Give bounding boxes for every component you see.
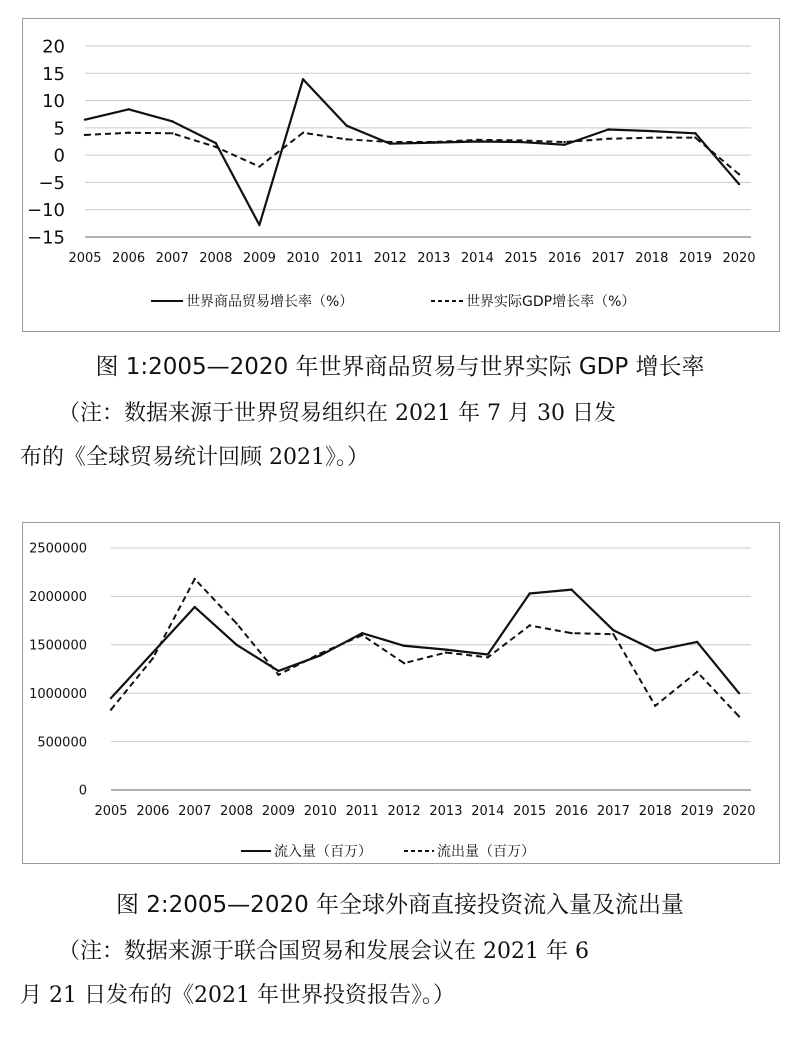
data-point-s1 xyxy=(302,78,304,80)
series-line-1 xyxy=(111,590,739,698)
data-point-s1 xyxy=(258,224,260,226)
figure-1-caption: 图 1:2005—2020 年世界商品贸易与世界实际 GDP 增长率 xyxy=(95,354,705,380)
legend-label-1: 世界商品贸易增长率（%） xyxy=(186,294,354,311)
data-point-s1 xyxy=(277,670,279,672)
figure-2-note-line-2: 月 21 日发布的《2021 年世界投资报告》。） xyxy=(20,983,455,1008)
data-point-s2 xyxy=(738,715,740,717)
data-point-s1 xyxy=(570,588,572,590)
legend-label-1: 流入量（百万） xyxy=(274,844,372,861)
data-point-s1 xyxy=(487,653,489,655)
y-tick-label: 1000000 xyxy=(29,686,87,702)
y-tick-label: 5 xyxy=(53,118,65,140)
data-point-s2 xyxy=(171,132,173,134)
x-tick-label: 2014 xyxy=(471,804,505,819)
data-point-s2 xyxy=(84,134,86,136)
data-point-s2 xyxy=(389,141,391,143)
data-point-s1 xyxy=(445,648,447,650)
x-tick-label: 2018 xyxy=(638,804,672,819)
data-point-s2 xyxy=(127,132,129,134)
data-point-s2 xyxy=(319,652,321,654)
legend-label-2: 流出量（百万） xyxy=(437,844,535,861)
data-point-s1 xyxy=(528,592,530,594)
data-point-s1 xyxy=(235,644,237,646)
data-point-s2 xyxy=(302,132,304,134)
y-tick-label: 0 xyxy=(53,145,65,167)
data-point-s2 xyxy=(110,708,112,710)
data-point-s1 xyxy=(651,130,653,132)
data-point-s1 xyxy=(127,108,129,110)
data-point-s2 xyxy=(445,651,447,653)
data-point-s2 xyxy=(738,173,740,175)
x-tick-label: 2006 xyxy=(136,804,170,819)
data-point-s2 xyxy=(528,624,530,626)
chart-1-panel xyxy=(22,18,780,332)
x-tick-label: 2005 xyxy=(94,804,128,819)
data-point-s2 xyxy=(654,705,656,707)
data-point-s2 xyxy=(563,141,565,143)
y-tick-label: 10 xyxy=(42,91,65,113)
data-point-s1 xyxy=(607,128,609,130)
x-tick-label: 2006 xyxy=(112,251,146,266)
data-point-s1 xyxy=(612,629,614,631)
x-tick-label: 2008 xyxy=(220,804,254,819)
data-point-s2 xyxy=(476,139,478,141)
data-point-s2 xyxy=(215,146,217,148)
x-tick-label: 2013 xyxy=(429,804,463,819)
figure-2-caption: 图 2:2005—2020 年全球外商直接投资流入量及流出量 xyxy=(115,892,685,918)
data-point-s1 xyxy=(696,641,698,643)
data-point-s2 xyxy=(345,138,347,140)
x-tick-label: 2015 xyxy=(504,251,538,266)
y-tick-label: 2500000 xyxy=(29,541,87,557)
x-tick-label: 2010 xyxy=(303,804,337,819)
x-tick-label: 2007 xyxy=(155,251,189,266)
data-point-s2 xyxy=(433,141,435,143)
y-tick-label: 1500000 xyxy=(29,638,87,654)
x-tick-label: 2016 xyxy=(548,251,582,266)
data-point-s2 xyxy=(152,657,154,659)
data-point-s2 xyxy=(235,622,237,624)
data-point-s1 xyxy=(694,132,696,134)
x-tick-label: 2008 xyxy=(199,251,233,266)
y-tick-label: 2000000 xyxy=(29,590,87,606)
x-tick-label: 2011 xyxy=(345,804,379,819)
data-point-s1 xyxy=(403,645,405,647)
y-tick-label: 500000 xyxy=(37,735,87,751)
y-tick-label: 15 xyxy=(42,63,65,85)
data-point-s1 xyxy=(738,692,740,694)
x-tick-label: 2011 xyxy=(330,251,364,266)
data-point-s1 xyxy=(152,651,154,653)
data-point-s2 xyxy=(258,165,260,167)
data-point-s1 xyxy=(738,183,740,185)
data-point-s2 xyxy=(277,674,279,676)
figure-1-note-line-1: （注：数据来源于世界贸易组织在 2021 年 7 月 30 日发 xyxy=(58,401,616,426)
series-line-2 xyxy=(85,133,739,174)
x-tick-label: 2014 xyxy=(460,251,494,266)
data-point-s2 xyxy=(487,656,489,658)
data-point-s1 xyxy=(654,649,656,651)
x-tick-label: 2013 xyxy=(417,251,451,266)
series-line-1 xyxy=(85,79,739,225)
x-tick-label: 2012 xyxy=(373,251,407,266)
figure-1-note-line-2: 布的《全球贸易统计回顾 2021》。） xyxy=(20,445,369,470)
figure-2-note-line-1: （注：数据来源于联合国贸易和发展会议在 2021 年 6 xyxy=(58,939,589,964)
data-point-s2 xyxy=(570,632,572,634)
data-point-s2 xyxy=(612,633,614,635)
data-point-s2 xyxy=(403,662,405,664)
y-tick-label: −5 xyxy=(38,172,65,194)
data-point-s2 xyxy=(696,671,698,673)
x-tick-label: 2007 xyxy=(178,804,212,819)
data-point-s1 xyxy=(345,124,347,126)
data-point-s2 xyxy=(607,138,609,140)
x-tick-label: 2018 xyxy=(635,251,669,266)
x-tick-label: 2017 xyxy=(591,251,625,266)
x-tick-label: 2019 xyxy=(680,804,714,819)
data-point-s2 xyxy=(361,634,363,636)
data-point-s1 xyxy=(84,118,86,120)
x-tick-label: 2020 xyxy=(722,804,756,819)
data-point-s2 xyxy=(520,139,522,141)
x-tick-label: 2009 xyxy=(242,251,276,266)
x-tick-label: 2010 xyxy=(286,251,320,266)
x-tick-label: 2009 xyxy=(261,804,296,819)
x-tick-label: 2015 xyxy=(513,804,547,819)
x-tick-label: 2019 xyxy=(678,251,712,266)
chart-2-svg xyxy=(23,523,779,863)
y-tick-label: 20 xyxy=(42,36,65,58)
data-point-s1 xyxy=(194,606,196,608)
legend-label-2: 世界实际GDP增长率（%） xyxy=(466,294,636,311)
chart-1-svg xyxy=(23,19,779,331)
y-tick-label: −15 xyxy=(27,227,65,249)
y-tick-label: −10 xyxy=(27,200,65,222)
x-tick-label: 2012 xyxy=(387,804,421,819)
data-point-s1 xyxy=(171,120,173,122)
data-point-s2 xyxy=(651,136,653,138)
x-tick-label: 2005 xyxy=(68,251,102,266)
y-tick-label: 0 xyxy=(78,783,87,799)
data-point-s1 xyxy=(215,142,217,144)
x-tick-label: 2016 xyxy=(554,804,589,819)
data-point-s2 xyxy=(694,136,696,138)
data-point-s1 xyxy=(563,144,565,146)
x-tick-label: 2020 xyxy=(722,251,756,266)
x-tick-label: 2017 xyxy=(596,804,630,819)
data-point-s1 xyxy=(110,697,112,699)
data-point-s2 xyxy=(194,578,196,580)
chart-2-panel xyxy=(22,522,780,864)
